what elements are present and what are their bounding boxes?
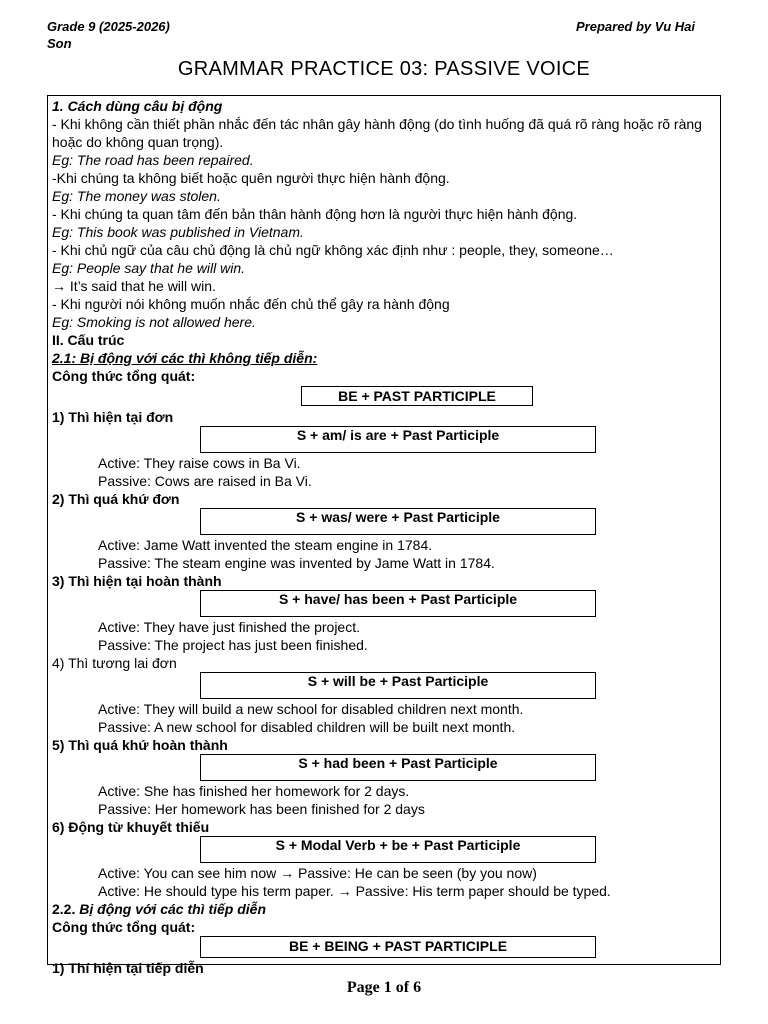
active-example: Active: They have just finished the project. xyxy=(98,619,360,635)
subsection-number: 2.2. xyxy=(52,901,76,917)
usage-line: - Khi chúng ta quan tâm đến bản thân hành động hơn là người thực hiện hành động. xyxy=(52,206,578,222)
formula-box: S + will be + Past Participle xyxy=(200,672,596,699)
general-formula-box: BE + BEING + PAST PARTICIPLE xyxy=(200,936,596,958)
header-left xyxy=(47,18,170,52)
example-line: Eg: The money was stolen. xyxy=(52,188,221,204)
subsection-title: Bị động với các thì tiếp diễn xyxy=(79,901,267,917)
passive-example: Passive: A new school for disabled children will be built next month. xyxy=(98,719,516,735)
active-example: Active: She has finished her homework for 2 days. xyxy=(98,783,410,799)
tense-heading: 2) Thì quá khứ đơn xyxy=(52,491,180,507)
subsection-heading xyxy=(52,900,716,918)
usage-line: - Khi không cần thiết phần nhắc đến tác nhân gây hành động (do tình huống đã quá rõ ràng hoặc rõ ràng hoặc do không quan trọng). xyxy=(52,116,702,150)
active-example: Active: They raise cows in Ba Vi. xyxy=(98,455,301,471)
general-formula-label: Công thức tổng quát: xyxy=(52,919,196,935)
subsection-heading: 2.1: Bị động với các thì không tiếp diễn: xyxy=(52,350,318,366)
usage-line: - Khi chủ ngữ của câu chủ động là chủ ngữ không xác định như : people, they, someone… xyxy=(52,242,614,258)
content-box xyxy=(47,95,721,976)
tense-heading: 1) Thì hiện tại đơn xyxy=(52,409,174,425)
page-number: Page 1 of 6 xyxy=(346,979,422,996)
formula-box: S + have/ has been + Past Participle xyxy=(200,590,596,617)
example-line: Eg: This book was published in Vietnam. xyxy=(52,224,304,240)
tense-heading: 6) Động từ khuyết thiếu xyxy=(52,819,210,835)
section-heading: 1. Cách dùng câu bị động xyxy=(52,98,223,114)
prepared-by: Prepared by Vu Hai xyxy=(576,19,695,34)
example-line: Eg: Smoking is not allowed here. xyxy=(52,314,256,330)
active-example: Active: They will build a new school for disabled children next month. xyxy=(98,701,524,717)
example-line: Eg: The road has been repaired. xyxy=(52,152,254,168)
general-formula-label: Công thức tổng quát: xyxy=(52,368,196,384)
passive-example: Passive: Her homework has been finished for 2 days xyxy=(98,801,425,817)
tense-heading: 5) Thì quá khứ hoàn thành xyxy=(52,737,228,753)
student-name: Son xyxy=(47,36,72,51)
formula-box: S + Modal Verb + be + Past Participle xyxy=(200,836,596,863)
passive-example: Passive: Cows are raised in Ba Vi. xyxy=(98,473,312,489)
passive-example: Passive: The project has just been finished. xyxy=(98,637,368,653)
active-example: Active: Jame Watt invented the steam engine in 1784. xyxy=(98,537,433,553)
section-heading: II. Cấu trúc xyxy=(52,332,125,348)
formula-box: S + am/ is are + Past Participle xyxy=(200,426,596,453)
usage-line: - Khi người nói không muốn nhắc đến chủ thể gây ra hành động xyxy=(52,296,450,312)
formula-box: S + was/ were + Past Participle xyxy=(200,508,596,535)
grade-label: Grade 9 (2025-2026) xyxy=(47,19,170,34)
tense-heading: 1) Thí hiện tại tiếp diễn xyxy=(52,960,204,976)
formula-box: S + had been + Past Participle xyxy=(200,754,596,781)
tense-heading: 3) Thì hiện tại hoàn thành xyxy=(52,573,222,589)
passive-example: Active: He should type his term paper. → Passive: His term paper should be typed. xyxy=(98,883,611,899)
general-formula-box: BE + PAST PARTICIPLE xyxy=(301,386,533,406)
active-example: Active: You can see him now → Passive: He can be seen (by you now) xyxy=(98,865,537,881)
tense-heading: 4) Thì tương lai đơn xyxy=(52,655,177,671)
example-line: Eg: People say that he will win. xyxy=(52,260,245,276)
passive-example: Passive: The steam engine was invented by Jame Watt in 1784. xyxy=(98,555,495,571)
usage-line: → It’s said that he will win. xyxy=(52,278,216,294)
usage-line: -Khi chúng ta không biết hoặc quên người thực hiện hành động. xyxy=(52,170,450,186)
page-title: GRAMMAR PRACTICE 03: PASSIVE VOICE xyxy=(177,58,591,80)
